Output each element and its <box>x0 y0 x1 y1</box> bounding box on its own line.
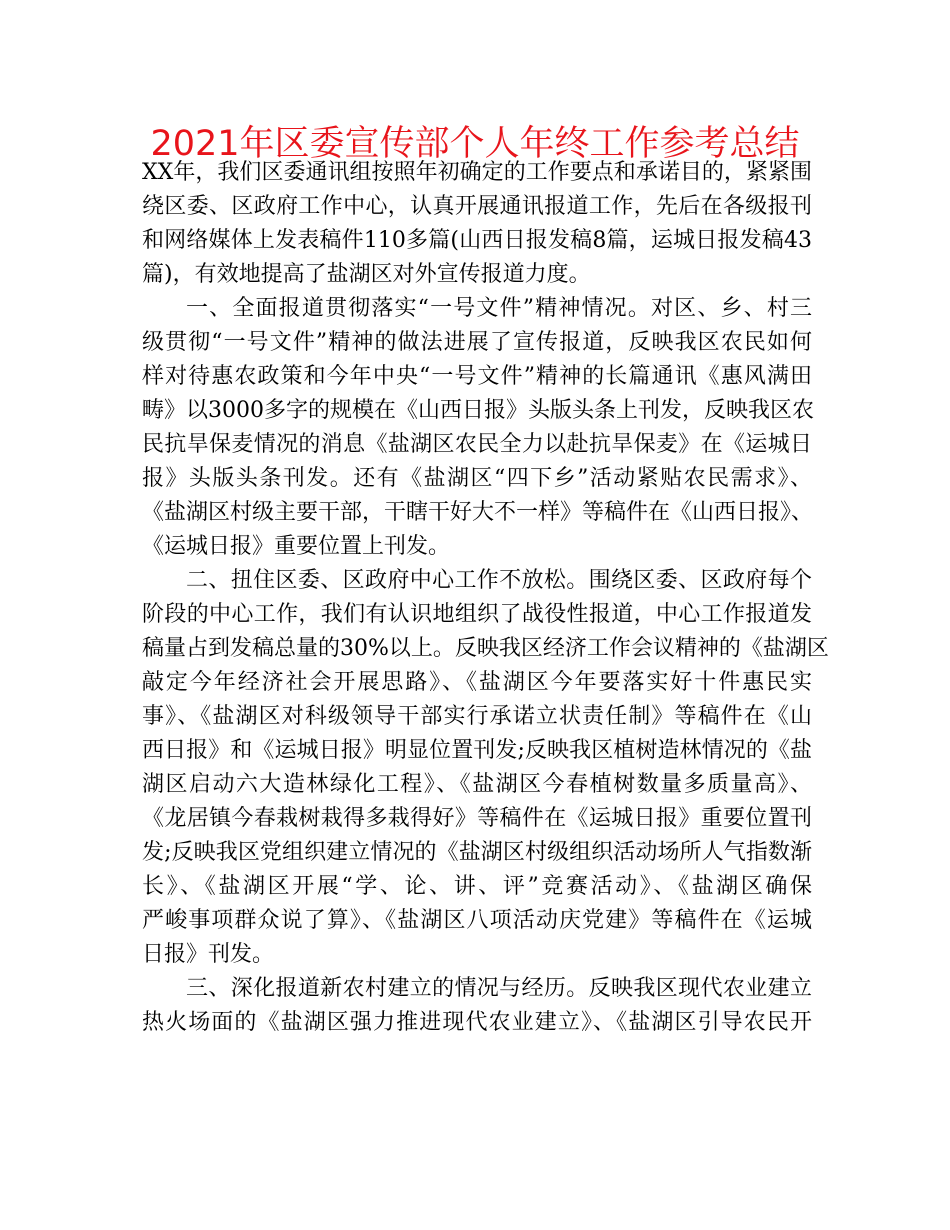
text-line: 二、扭住区委、区政府中心工作不放松。围绕区委、区政府每个 <box>186 568 812 593</box>
paragraph-intro <box>142 156 812 292</box>
text-line: 日报》刊发。 <box>142 942 275 967</box>
text-line: 和网络媒体上发表稿件110多篇(山西日报发稿8篇，运城日报发稿43 <box>142 228 812 253</box>
paragraph-section-3 <box>142 972 812 1040</box>
text-line: 样对待惠农政策和今年中央“一号文件”精神的长篇通讯《惠风满田 <box>142 364 812 389</box>
text-line: 《龙居镇今春栽树栽得多栽得好》等稿件在《运城日报》重要位置刊 <box>142 806 812 831</box>
document-title: 2021年区委宣传部个人年终工作参考总结 <box>150 124 800 164</box>
text-line: 西日报》和《运城日报》明显位置刊发;反映我区植树造林情况的《盐 <box>142 738 812 763</box>
text-line: 敲定今年经济社会开展思路》、《盐湖区今年要落实好十件惠民实 <box>142 670 812 695</box>
paragraph-section-2 <box>142 564 829 972</box>
text-line: 阶段的中心工作，我们有认识地组织了战役性报道，中心工作报道发 <box>142 602 812 627</box>
text-line: 长》、《盐湖区开展“学、论、讲、评”竞赛活动》、《盐湖区确保 <box>142 874 812 899</box>
text-line: 发;反映我区党组织建立情况的《盐湖区村级组织活动场所人气指数渐 <box>142 840 812 865</box>
text-line: 一、全面报道贯彻落实“一号文件”精神情况。对区、乡、村三 <box>186 296 812 321</box>
text-line: XX年，我们区委通讯组按照年初确定的工作要点和承诺目的，紧紧围 <box>142 160 812 185</box>
paragraph-section-1 <box>142 292 812 564</box>
text-line: 湖区启动六大造林绿化工程》、《盐湖区今春植树数量多质量高》、 <box>142 772 812 797</box>
text-line: 绕区委、区政府工作中心，认真开展通讯报道工作，先后在各级报刊 <box>142 194 812 219</box>
document-body <box>142 156 829 1040</box>
text-line: 《运城日报》重要位置上刊发。 <box>142 534 451 559</box>
text-line: 报》头版头条刊发。还有《盐湖区“四下乡”活动紧贴农民需求》、 <box>142 466 812 491</box>
text-line: 严峻事项群众说了算》、《盐湖区八项活动庆党建》等稿件在《运城 <box>142 908 812 933</box>
text-line: 事》、《盐湖区对科级领导干部实行承诺立状责任制》等稿件在《山 <box>142 704 812 729</box>
text-line: 畴》以3000多字的规模在《山西日报》头版头条上刊发，反映我区农 <box>142 398 814 423</box>
text-line: 级贯彻“一号文件”精神的做法进展了宣传报道，反映我区农民如何 <box>142 330 812 355</box>
text-line: 热火场面的《盐湖区强力推进现代农业建立》、《盐湖区引导农民开 <box>142 1010 812 1035</box>
text-line: 《盐湖区村级主要干部，干瞎干好大不一样》等稿件在《山西日报》、 <box>142 500 814 525</box>
text-line: 稿量占到发稿总量的30%以上。反映我区经济工作会议精神的《盐湖区 <box>142 636 829 661</box>
text-line: 篇)，有效地提高了盐湖区对外宣传报道力度。 <box>142 262 591 287</box>
text-line: 民抗旱保麦情况的消息《盐湖区农民全力以赴抗旱保麦》在《运城日 <box>142 432 812 457</box>
text-line: 三、深化报道新农村建立的情况与经历。反映我区现代农业建立 <box>186 976 812 1001</box>
